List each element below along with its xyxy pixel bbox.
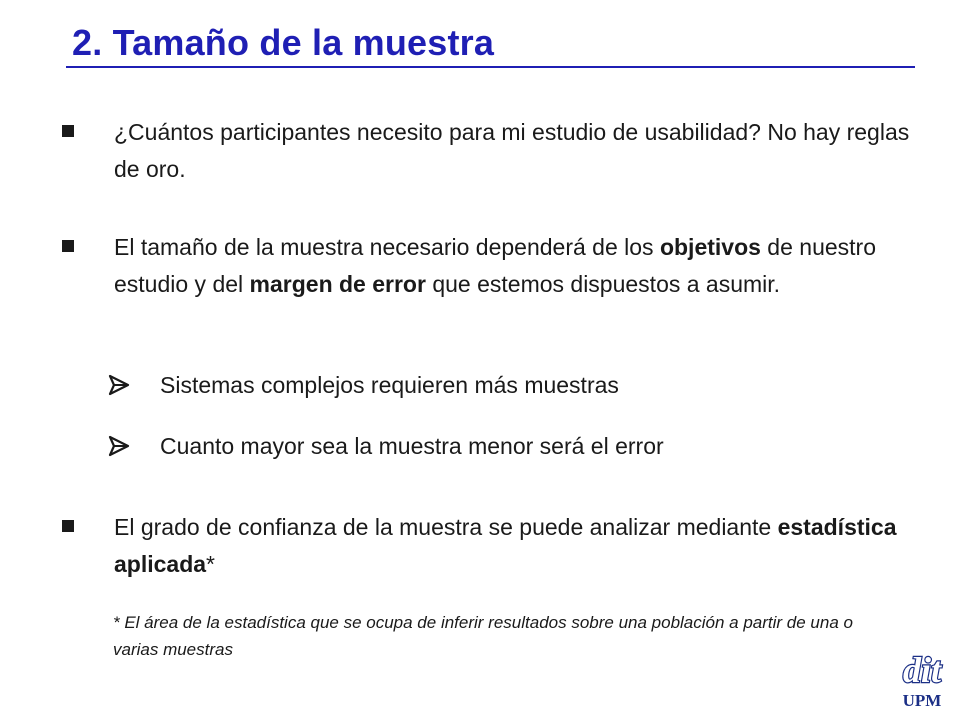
bullet-text-part: de nuestro estudio y del [114,234,877,297]
bullet-text-bold: objetivos [659,234,761,260]
square-bullet-icon [62,520,74,532]
bullet-text-bold: estadística aplicada [114,514,897,577]
square-bullet-icon [62,125,74,137]
square-bullet-icon [62,240,74,252]
bullet-text-bold: margen de error [249,271,426,297]
bullet-text-part: * [206,551,215,577]
sub-bullet-text: Cuanto mayor sea la muestra menor será el error [160,433,664,459]
dit-upm-logo [893,648,951,710]
sub-bullet-item [108,369,928,401]
bullet-text [114,229,928,303]
arrow-bullet-icon [108,374,138,396]
bullet-text [114,509,928,583]
bullet-text-part: El grado de confianza de la muestra se puede analizar mediante [114,514,778,540]
footnote: * El área de la estadística que se ocupa de inferir resultados sobre una población a partir de una o varias muestras [113,613,853,659]
bullet-item [58,114,928,188]
arrow-bullet-icon [108,435,138,457]
bullet-text [114,114,928,188]
logo-dit-text: dit [902,650,942,690]
bullet-text-part: ¿Cuántos participantes necesito para mi estudio de usabilidad? No hay reglas de oro. [114,119,910,182]
slide-title: 2. Tamaño de la muestra [72,22,495,63]
sub-bullet-text: Sistemas complejos requieren más muestras [160,372,619,398]
bullet-text-part: El tamaño de la muestra necesario dependerá de los [114,234,660,260]
sub-bullet-item [108,430,928,462]
logo-upm-text: UPM [902,691,942,710]
title-underline [66,66,915,68]
bullet-item [58,509,928,583]
bullet-item [58,229,928,303]
bullet-text-part: que estemos dispuestos a asumir. [425,271,781,297]
